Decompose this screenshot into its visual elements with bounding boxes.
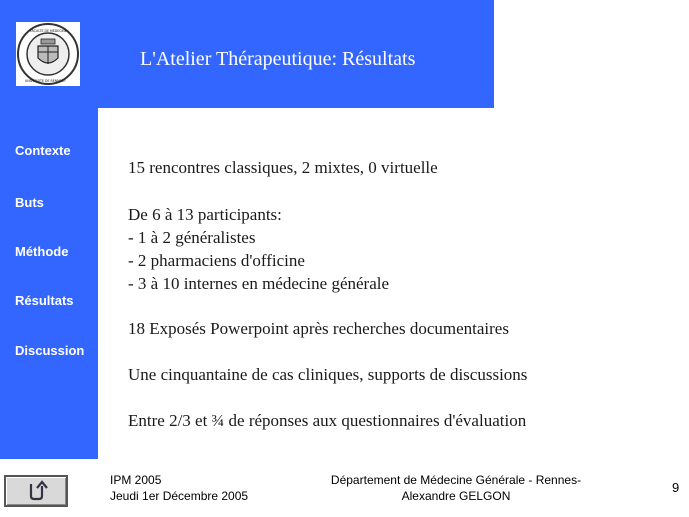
footer-department xyxy=(296,472,616,504)
seal-bottom-text: UNIVERSITE DE RENNES I xyxy=(25,79,66,83)
footer-department-name: Département de Médecine Générale - Rennes- xyxy=(330,473,582,487)
footer-author: Alexandre GELGON xyxy=(401,489,511,503)
university-seal-icon xyxy=(16,22,80,86)
footer-event xyxy=(110,472,248,504)
footer-event-name: IPM 2005 xyxy=(110,473,162,487)
sidebar-item-buts[interactable]: Buts xyxy=(15,195,44,210)
sidebar-item-contexte[interactable]: Contexte xyxy=(15,143,71,158)
content-line: 15 rencontres classiques, 2 mixtes, 0 virtuelle xyxy=(128,158,438,177)
content-line: - 2 pharmaciens d'officine xyxy=(128,251,305,270)
content-line: Une cinquantaine de cas cliniques, supports de discussions xyxy=(128,365,528,384)
seal-top-text: FACULTE DE MEDECINE xyxy=(30,29,67,33)
content-line: De 6 à 13 participants: xyxy=(128,205,282,224)
content-line: - 1 à 2 généralistes xyxy=(128,228,256,247)
back-button[interactable] xyxy=(4,475,68,507)
return-arrow-icon xyxy=(23,480,49,502)
footer-event-date: Jeudi 1er Décembre 2005 xyxy=(110,489,249,503)
slide-number: 9 xyxy=(672,480,680,495)
sidebar-item-methode[interactable]: Méthode xyxy=(15,244,69,259)
content-line: 18 Exposés Powerpoint après recherches documentaires xyxy=(128,319,509,338)
sidebar-item-resultats[interactable]: Résultats xyxy=(15,293,74,308)
content-line: - 3 à 10 internes en médecine générale xyxy=(128,274,390,293)
sidebar-item-discussion[interactable]: Discussion xyxy=(15,343,85,358)
content-line: Entre 2/3 et ¾ de réponses aux questionnaires d'évaluation xyxy=(128,411,527,430)
page-title: L'Atelier Thérapeutique: Résultats xyxy=(140,48,416,70)
